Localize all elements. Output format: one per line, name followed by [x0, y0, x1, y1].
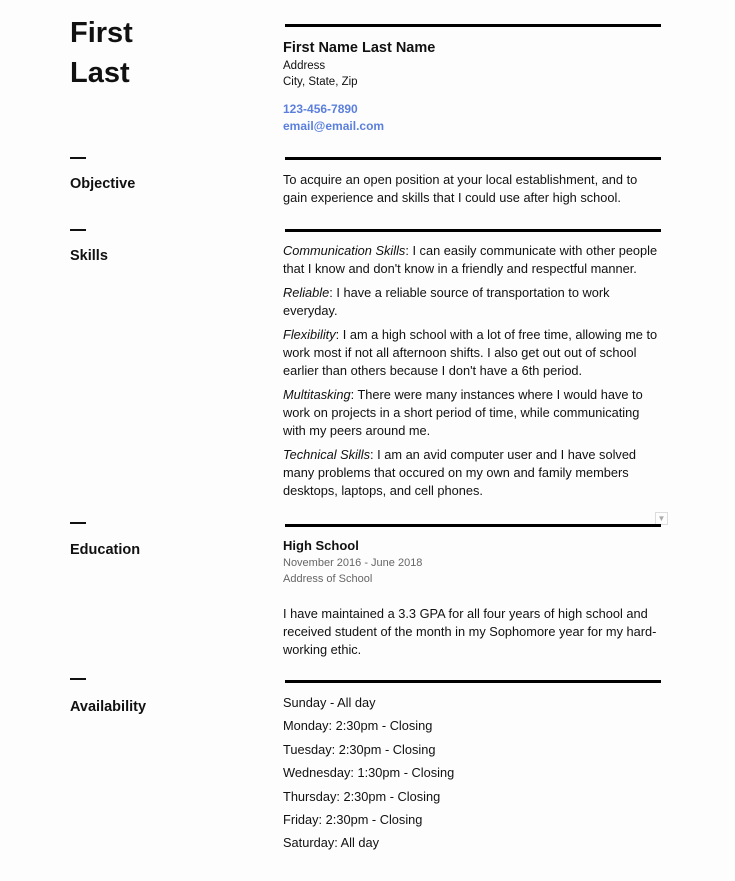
skill-item: Communication Skills: I can easily communicate with other people that I know and don't know in a friendly and respectful manner.: [283, 243, 658, 276]
city: City, State, Zip: [283, 76, 358, 88]
phone-link[interactable]: 123-456-7890: [283, 102, 358, 116]
availability-list: [283, 694, 663, 858]
skills-heading: Skills: [70, 248, 108, 264]
full-name: First Name Last Name: [283, 40, 436, 56]
school-dates: November 2016 - June 2018: [283, 557, 423, 569]
skill-item: Reliable: I have a reliable source of transportation to work everyday.: [283, 285, 610, 318]
divider: [285, 157, 661, 160]
availability-item: Sunday - All day: [283, 695, 376, 710]
dash: [70, 157, 86, 159]
skill-item: Multitasking: There were many instances where I would have to work on projects in a short period of time, while communicating with my peers around me.: [283, 387, 643, 438]
availability-item: Thursday: 2:30pm - Closing: [283, 788, 441, 804]
objective-heading: Objective: [70, 176, 136, 192]
divider: [285, 229, 661, 232]
availability-item: Monday: 2:30pm - Closing: [283, 718, 433, 734]
divider: [285, 524, 661, 527]
school-name: High School: [283, 538, 359, 553]
name-display: First Last: [70, 17, 133, 89]
objective-text: To acquire an open position at your local establishment, and to gain experience and skills that I could use after high school.: [283, 172, 638, 205]
dash: [70, 229, 86, 231]
education-heading: Education: [70, 542, 141, 558]
school-address: Address of School: [283, 573, 373, 585]
education-text: I have maintained a 3.3 GPA for all four years of high school and received student of the month in my Sophomore year for my hard-working ethic.: [283, 606, 657, 657]
skills-list: [283, 242, 663, 506]
dash: [70, 522, 86, 524]
contact-block: [283, 38, 663, 135]
email-link[interactable]: email@email.com: [283, 119, 385, 133]
availability-item: Saturday: All day: [283, 835, 380, 851]
availability-item: Wednesday: 1:30pm - Closing: [283, 765, 455, 781]
address: Address: [283, 60, 326, 72]
availability-heading: Availability: [70, 699, 147, 715]
dropdown-arrow-icon[interactable]: ▼: [655, 512, 668, 525]
availability-item: Friday: 2:30pm - Closing: [283, 811, 423, 827]
divider: [285, 680, 661, 683]
skill-item: Technical Skills: I am an avid computer user and I have solved many problems that occured on my own and family members desktops, laptops, and cell phones.: [283, 447, 637, 498]
availability-item: Tuesday: 2:30pm - Closing: [283, 741, 436, 757]
dash: [70, 678, 86, 680]
education-block: [283, 537, 663, 659]
divider: [285, 24, 661, 27]
skill-item: Flexibility: I am a high school with a lot of free time, allowing me to work most if not all afternoon shifts. I also get out out of school earlier than others because I don't have a 6th period.: [283, 327, 658, 378]
